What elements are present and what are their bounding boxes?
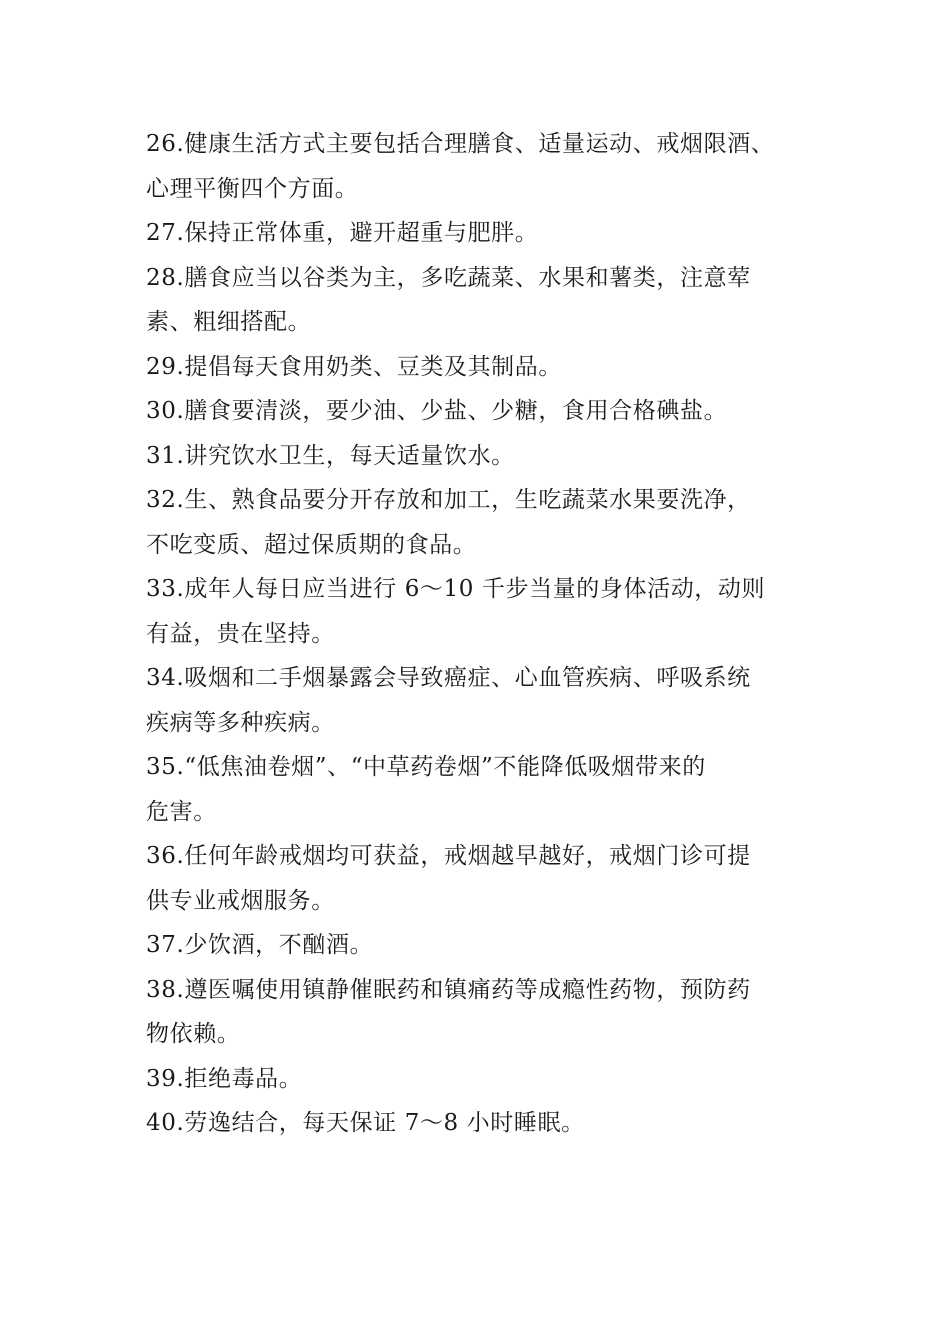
list-item-32 xyxy=(146,478,836,567)
item-line: 有益，贵在坚持。 xyxy=(146,620,335,647)
item-line: 27.保持正常体重，避开超重与肥胖。 xyxy=(146,220,539,246)
item-line: 40.劳逸结合，每天保证 7～8 小时睡眠。 xyxy=(146,1110,585,1136)
list-item-37 xyxy=(146,923,836,968)
list-item-26 xyxy=(146,122,836,211)
item-line: 不吃变质、超过保质期的食品。 xyxy=(146,531,477,558)
list-item-27 xyxy=(146,211,836,256)
item-line: 33.成年人每日应当进行 6～10 千步当量的身体活动，动则 xyxy=(146,576,766,602)
item-line: 疾病等多种疾病。 xyxy=(146,709,335,736)
item-line: 心理平衡四个方面。 xyxy=(146,175,359,202)
item-line: 物依赖。 xyxy=(146,1021,241,1047)
list-item-35 xyxy=(146,745,836,834)
item-line: 26.健康生活方式主要包括合理膳食、适量运动、戒烟限酒、 xyxy=(146,131,775,157)
list-item-38 xyxy=(146,968,836,1057)
item-line: 35.“低焦油卷烟”、“中草药卷烟”不能降低吸烟带来的 xyxy=(146,754,706,780)
list-item-36 xyxy=(146,834,836,923)
item-line: 36.任何年龄戒烟均可获益，戒烟越早越好，戒烟门诊可提 xyxy=(146,843,751,869)
list-item-39 xyxy=(146,1057,836,1102)
item-line: 39.拒绝毒品。 xyxy=(146,1065,303,1092)
item-line: 32.生、熟食品要分开存放和加工，生吃蔬菜水果要洗净， xyxy=(146,487,751,513)
list-item-28 xyxy=(146,256,836,345)
list-item-30 xyxy=(146,389,836,434)
item-line: 29.提倡每天食用奶类、豆类及其制品。 xyxy=(146,353,562,380)
item-line: 38.遵医嘱使用镇静催眠药和镇痛药等成瘾性药物，预防药 xyxy=(146,976,751,1003)
item-line: 30.膳食要清淡，要少油、少盐、少糖，食用合格碘盐。 xyxy=(146,398,728,424)
list-item-34 xyxy=(146,656,836,745)
item-line: 28.膳食应当以谷类为主，多吃蔬菜、水果和薯类，注意荤 xyxy=(146,264,751,291)
item-line: 31.讲究饮水卫生，每天适量饮水。 xyxy=(146,442,515,469)
list-item-29 xyxy=(146,345,836,390)
item-line: 37.少饮酒，不酗酒。 xyxy=(146,932,374,958)
item-line: 供专业戒烟服务。 xyxy=(146,887,335,914)
list-item-33 xyxy=(146,567,836,656)
item-line: 34.吸烟和二手烟暴露会导致癌症、心血管疾病、呼吸系统 xyxy=(146,665,751,691)
list-item-40 xyxy=(146,1101,836,1146)
list-item-31 xyxy=(146,434,836,479)
item-line: 危害。 xyxy=(146,798,217,825)
health-tips-list xyxy=(146,122,836,1146)
item-line: 素、粗细搭配。 xyxy=(146,309,312,335)
